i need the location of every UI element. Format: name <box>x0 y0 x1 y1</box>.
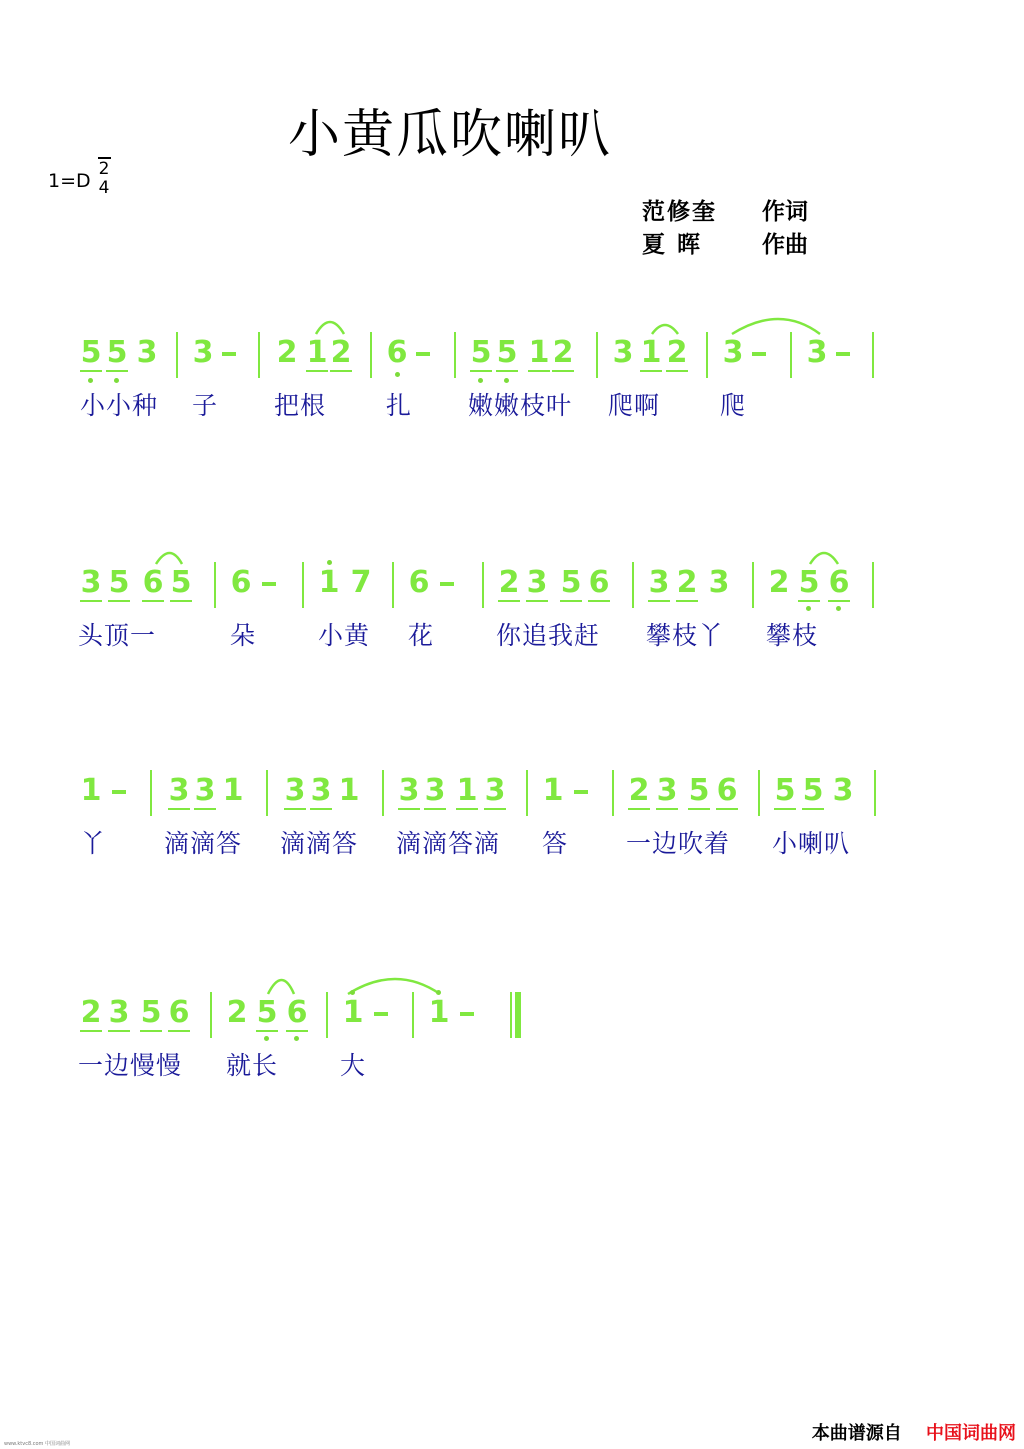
barline <box>382 770 384 816</box>
tie <box>732 319 820 334</box>
lyric: 就长 <box>226 1051 279 1080</box>
note: 2 <box>676 565 698 600</box>
note: 3 <box>108 995 130 1030</box>
note: 5 <box>256 995 278 1030</box>
barline <box>752 562 754 608</box>
lyric: 攀枝 <box>766 621 819 650</box>
note: 3 <box>136 335 158 370</box>
final-barline-thick <box>515 992 521 1038</box>
lyric: 子 <box>192 391 219 420</box>
high-octave-dot <box>350 990 355 995</box>
note: 3 <box>656 773 678 808</box>
high-octave-dot <box>327 560 332 565</box>
note: 5 <box>688 773 710 808</box>
tie <box>348 979 440 994</box>
note: 5 <box>798 565 820 600</box>
note: 1 <box>342 995 364 1030</box>
dash <box>262 582 276 586</box>
footer-source-label: 本曲谱源自 <box>811 1423 902 1444</box>
time-signature-top: 2 <box>98 159 110 179</box>
lyrics-row <box>0 386 1024 422</box>
note: 3 <box>168 773 190 808</box>
lyric: 滴滴答 <box>280 829 359 858</box>
final-barline-thin <box>510 992 512 1038</box>
note: 2 <box>552 335 574 370</box>
note: 3 <box>310 773 332 808</box>
note: 1 <box>640 335 662 370</box>
lyric: 花 <box>408 621 435 650</box>
note: 6 <box>716 773 738 808</box>
note: 3 <box>806 335 828 370</box>
note: 3 <box>484 773 506 808</box>
barline <box>872 562 874 608</box>
lyric: 滴滴答 <box>164 829 243 858</box>
note: 3 <box>424 773 446 808</box>
notation-row <box>0 336 1024 392</box>
dash <box>440 582 454 586</box>
lyric: 一边吹着 <box>626 829 731 858</box>
low-octave-dot <box>478 378 483 383</box>
lyricist-name: 范修奎 <box>642 198 717 225</box>
note: 3 <box>708 565 730 600</box>
lyric: 你追我赶 <box>496 621 601 650</box>
dash <box>836 352 850 356</box>
lyric: 朵 <box>230 621 257 650</box>
note: 3 <box>526 565 548 600</box>
note: 6 <box>168 995 190 1030</box>
lyric: 小小种 <box>80 391 159 420</box>
credits <box>642 195 808 261</box>
note: 3 <box>398 773 420 808</box>
note: 2 <box>666 335 688 370</box>
note: 6 <box>828 565 850 600</box>
key-signature: 1=D <box>48 170 91 192</box>
score-title: 小黄瓜吹喇叭 <box>287 105 612 165</box>
barline <box>758 770 760 816</box>
time-signature <box>96 160 112 198</box>
low-octave-dot <box>504 378 509 383</box>
barline <box>790 332 792 378</box>
dash <box>374 1012 388 1016</box>
lyric: 攀枝丫 <box>646 621 725 650</box>
lyric: 丫 <box>80 829 107 858</box>
note: 1 <box>80 773 102 808</box>
credit-composer <box>642 228 808 261</box>
note: 3 <box>832 773 854 808</box>
slur <box>316 322 344 334</box>
barline <box>482 562 484 608</box>
note: 5 <box>496 335 518 370</box>
lyric: 小喇叭 <box>772 829 851 858</box>
note: 3 <box>194 773 216 808</box>
note: 5 <box>170 565 192 600</box>
note: 1 <box>318 565 340 600</box>
lyricist-role: 作词 <box>762 198 808 225</box>
footer-site-name: 中国词曲网 <box>926 1423 1016 1444</box>
note: 2 <box>226 995 248 1030</box>
dash <box>416 352 430 356</box>
lyric: 一边慢慢 <box>78 1051 183 1080</box>
note: 6 <box>386 335 408 370</box>
lyric: 嫩嫩枝叶 <box>468 391 573 420</box>
low-octave-dot <box>294 1036 299 1041</box>
lyrics-row <box>0 1046 1024 1082</box>
barline <box>214 562 216 608</box>
note: 2 <box>498 565 520 600</box>
note: 1 <box>428 995 450 1030</box>
slur <box>652 325 678 334</box>
composer-role: 作曲 <box>762 231 808 258</box>
barline <box>176 332 178 378</box>
note: 3 <box>648 565 670 600</box>
note: 5 <box>802 773 824 808</box>
notation-row <box>0 566 1024 622</box>
note: 6 <box>230 565 252 600</box>
barline <box>326 992 328 1038</box>
note: 6 <box>286 995 308 1030</box>
low-octave-dot <box>264 1036 269 1041</box>
barline <box>258 332 260 378</box>
note: 1 <box>306 335 328 370</box>
barline <box>872 332 874 378</box>
footer-source <box>812 1419 1016 1445</box>
lyric: 大 <box>340 1051 367 1080</box>
note: 2 <box>330 335 352 370</box>
slur <box>268 980 294 994</box>
lyric: 扎 <box>386 391 413 420</box>
low-octave-dot <box>395 372 400 377</box>
low-octave-dot <box>836 606 841 611</box>
dash <box>112 790 126 794</box>
barline <box>454 332 456 378</box>
lyrics-row <box>0 824 1024 860</box>
lyric: 爬啊 <box>608 391 661 420</box>
note: 1 <box>222 773 244 808</box>
barline <box>412 992 414 1038</box>
barline <box>370 332 372 378</box>
barline <box>150 770 152 816</box>
lyric: 爬 <box>720 391 747 420</box>
dash <box>574 790 588 794</box>
lyric: 滴滴答滴 <box>396 829 501 858</box>
barline <box>874 770 876 816</box>
note: 6 <box>408 565 430 600</box>
low-octave-dot <box>88 378 93 383</box>
barline <box>210 992 212 1038</box>
lyric: 头顶一 <box>78 621 157 650</box>
barline <box>632 562 634 608</box>
low-octave-dot <box>114 378 119 383</box>
note: 1 <box>338 773 360 808</box>
note: 3 <box>284 773 306 808</box>
note: 3 <box>80 565 102 600</box>
note: 7 <box>350 565 372 600</box>
barline <box>302 562 304 608</box>
note: 5 <box>774 773 796 808</box>
note: 1 <box>542 773 564 808</box>
barline <box>526 770 528 816</box>
note: 5 <box>108 565 130 600</box>
note: 2 <box>768 565 790 600</box>
note: 5 <box>470 335 492 370</box>
note: 6 <box>142 565 164 600</box>
time-signature-bottom: 4 <box>98 178 110 198</box>
note: 1 <box>528 335 550 370</box>
time-signature-divider <box>98 157 111 159</box>
note: 6 <box>588 565 610 600</box>
note: 2 <box>80 995 102 1030</box>
lyric: 把根 <box>274 391 327 420</box>
notation-row <box>0 996 1024 1052</box>
note: 5 <box>80 335 102 370</box>
composer-name: 夏 晖 <box>642 231 703 258</box>
note: 5 <box>560 565 582 600</box>
high-octave-dot <box>436 990 441 995</box>
barline <box>612 770 614 816</box>
notation-row <box>0 774 1024 830</box>
note: 3 <box>192 335 214 370</box>
lyric: 答 <box>542 829 569 858</box>
barline <box>392 562 394 608</box>
barline <box>596 332 598 378</box>
dash <box>752 352 766 356</box>
credit-lyricist <box>642 195 808 228</box>
note: 2 <box>628 773 650 808</box>
dash <box>222 352 236 356</box>
note: 3 <box>612 335 634 370</box>
note: 5 <box>106 335 128 370</box>
note: 1 <box>456 773 478 808</box>
note: 3 <box>722 335 744 370</box>
low-octave-dot <box>806 606 811 611</box>
lyrics-row <box>0 616 1024 652</box>
barline <box>266 770 268 816</box>
note: 2 <box>276 335 298 370</box>
slur <box>156 553 182 564</box>
footer-watermark: www.ktvc8.com 中国词曲网 <box>4 1441 71 1447</box>
dash <box>460 1012 474 1016</box>
slur <box>810 553 838 564</box>
note: 5 <box>140 995 162 1030</box>
lyric: 小黄 <box>318 621 371 650</box>
barline <box>706 332 708 378</box>
